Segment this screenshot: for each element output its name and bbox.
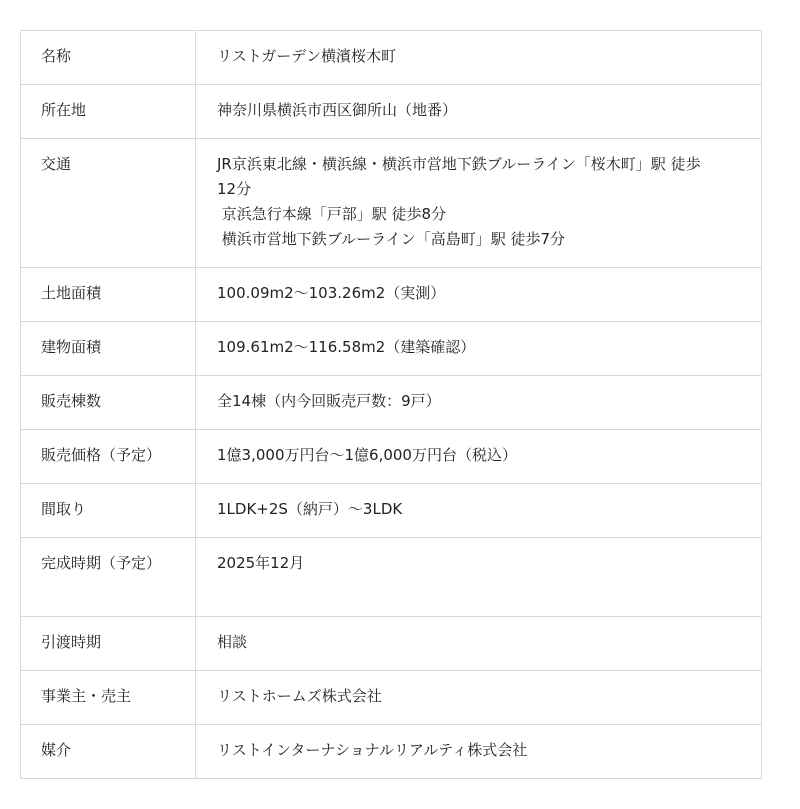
- row-label: 引渡時期: [21, 617, 196, 671]
- row-value: [196, 430, 762, 484]
- row-value: [196, 617, 762, 671]
- row-label: 媒介: [21, 725, 196, 779]
- row-value: [196, 139, 762, 268]
- table-row-access: [21, 139, 762, 268]
- row-label: 販売棟数: [21, 376, 196, 430]
- table-row-units: [21, 376, 762, 430]
- value-line: リストインターナショナルリアルティ株式会社: [217, 741, 528, 759]
- table-row-completion: [21, 538, 762, 617]
- row-label: 間取り: [21, 484, 196, 538]
- row-value: [196, 671, 762, 725]
- table-row-name: [21, 31, 762, 85]
- row-label: 販売価格（予定）: [21, 430, 196, 484]
- row-value: [196, 376, 762, 430]
- value-line: 2025年12月: [217, 554, 305, 572]
- value-line: リストホームズ株式会社: [217, 687, 382, 705]
- table-row-floor-plan: [21, 484, 762, 538]
- value-line: 12分: [217, 180, 252, 198]
- row-value: [196, 484, 762, 538]
- row-value: [196, 268, 762, 322]
- value-line: 京浜急行本線「戸部」駅 徒歩8分: [217, 205, 447, 223]
- value-line: 神奈川県横浜市西区御所山（地番）: [217, 101, 458, 119]
- value-line: リストガーデン横濱桜木町: [217, 47, 396, 65]
- row-label: 所在地: [21, 85, 196, 139]
- row-label: 名称: [21, 31, 196, 85]
- value-line: 相談: [217, 633, 248, 651]
- value-line: 109.61m2〜116.58m2（建築確認）: [217, 338, 476, 356]
- row-value: [196, 322, 762, 376]
- table-row-location: [21, 85, 762, 139]
- value-line: 横浜市営地下鉄ブルーライン「高島町」駅 徒歩7分: [217, 230, 566, 248]
- property-spec-table: [20, 30, 762, 779]
- row-label: 事業主・売主: [21, 671, 196, 725]
- row-label: 交通: [21, 139, 196, 268]
- table-row-price: [21, 430, 762, 484]
- value-line: 全14棟（内今回販売戸数：9戸）: [217, 392, 441, 410]
- row-label: 完成時期（予定）: [21, 538, 196, 617]
- value-line: 1億3,000万円台〜1億6,000万円台（税込）: [217, 446, 517, 464]
- value-line: JR京浜東北線・横浜線・横浜市営地下鉄ブルーライン「桜木町」駅 徒歩: [217, 155, 701, 173]
- row-value: [196, 85, 762, 139]
- value-line: 100.09m2〜103.26m2（実測）: [217, 284, 446, 302]
- row-label: 土地面積: [21, 268, 196, 322]
- row-value: [196, 538, 762, 617]
- row-value: [196, 725, 762, 779]
- table-row-land-area: [21, 268, 762, 322]
- table-row-handover: [21, 617, 762, 671]
- table-row-broker: [21, 725, 762, 779]
- value-line: 1LDK+2S（納戸）〜3LDK: [217, 500, 403, 518]
- row-value: [196, 31, 762, 85]
- table-row-developer: [21, 671, 762, 725]
- row-label: 建物面積: [21, 322, 196, 376]
- table-row-building-area: [21, 322, 762, 376]
